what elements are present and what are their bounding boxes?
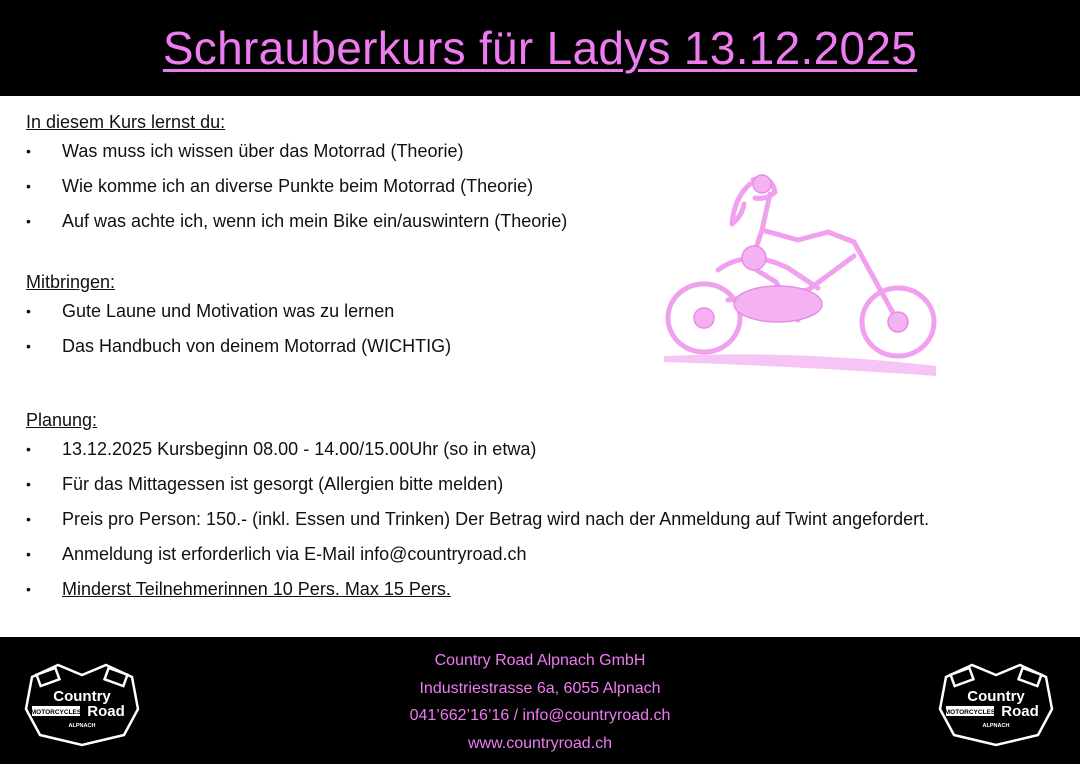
email-link[interactable]: info@countryroad.ch [360, 544, 527, 564]
list-item-text: Auf was achte ich, wenn ich mein Bike ein/auswintern (Theorie) [62, 211, 568, 231]
bullet-icon: • [26, 143, 31, 159]
planning-list [26, 434, 1056, 609]
bullet-icon: • [26, 581, 31, 597]
country-road-logo [20, 657, 144, 749]
company-address: Industriestrasse 6a, 6055 Alpnach [419, 679, 661, 697]
list-item [26, 136, 1056, 171]
list-item-text: Wie komme ich an diverse Punkte beim Motorrad (Theorie) [62, 176, 534, 196]
bullet-icon: • [26, 476, 31, 492]
bullet-icon: • [26, 511, 31, 527]
bullet-icon: • [26, 213, 31, 229]
company-name: Country Road Alpnach GmbH [434, 652, 646, 669]
page-title: Schrauberkurs für Ladys 13.12.2025 [162, 22, 918, 74]
pink-motorcycle-illustration [658, 170, 948, 380]
svg-text:Road: Road [87, 703, 125, 720]
svg-text:Road: Road [1001, 703, 1039, 720]
footer-contact [0, 647, 1080, 757]
list-item-text: Anmeldung ist erforderlich via E-Mail [62, 544, 361, 564]
bullet-icon: • [26, 441, 31, 457]
bullet-icon: • [26, 338, 31, 354]
footer-band [0, 637, 1080, 764]
section-heading-bring: Mitbringen: [26, 272, 116, 292]
bullet-icon: • [26, 303, 31, 319]
bullet-icon: • [26, 178, 31, 194]
svg-text:Country: Country [967, 688, 1025, 705]
header-band [0, 0, 1080, 96]
list-item [26, 434, 1056, 469]
svg-text:ALPNACH: ALPNACH [982, 723, 1010, 729]
list-item-text: Preis pro Person: 150.- (inkl. Essen und Trinken) Der Betrag wird nach der Anmeldung auf Twint angefordert. [62, 509, 930, 529]
svg-text:MOTORCYCLES: MOTORCYCLES [944, 709, 996, 716]
country-road-logo [934, 657, 1058, 749]
svg-text:ALPNACH: ALPNACH [68, 723, 96, 729]
bullet-icon: • [26, 546, 31, 562]
section-heading-intro: In diesem Kurs lernst du: [26, 112, 226, 132]
section-heading-planning: Planung: [26, 410, 98, 430]
list-item [26, 504, 1056, 539]
company-contact[interactable]: 041’662’16’16 / info@countryroad.ch [409, 707, 671, 724]
list-item-text: 13.12.2025 Kursbeginn 08.00 - 14.00/15.00Uhr (so in etwa) [62, 439, 537, 459]
list-item-text: Das Handbuch von deinem Motorrad (WICHTIG) [62, 336, 452, 356]
list-item [26, 469, 1056, 504]
list-item-text: Gute Laune und Motivation was zu lernen [62, 301, 395, 321]
list-item [26, 574, 1056, 609]
list-item-text: Was muss ich wissen über das Motorrad (Theorie) [62, 141, 464, 161]
list-item [26, 539, 1056, 574]
svg-text:MOTORCYCLES: MOTORCYCLES [30, 709, 82, 716]
svg-text:Country: Country [53, 688, 111, 705]
company-website[interactable]: www.countryroad.ch [467, 734, 613, 752]
list-item-text: Für das Mittagessen ist gesorgt (Allergien bitte melden) [62, 474, 504, 494]
list-item-text: Minderst Teilnehmerinnen 10 Pers. Max 15 Pers. [62, 579, 451, 599]
